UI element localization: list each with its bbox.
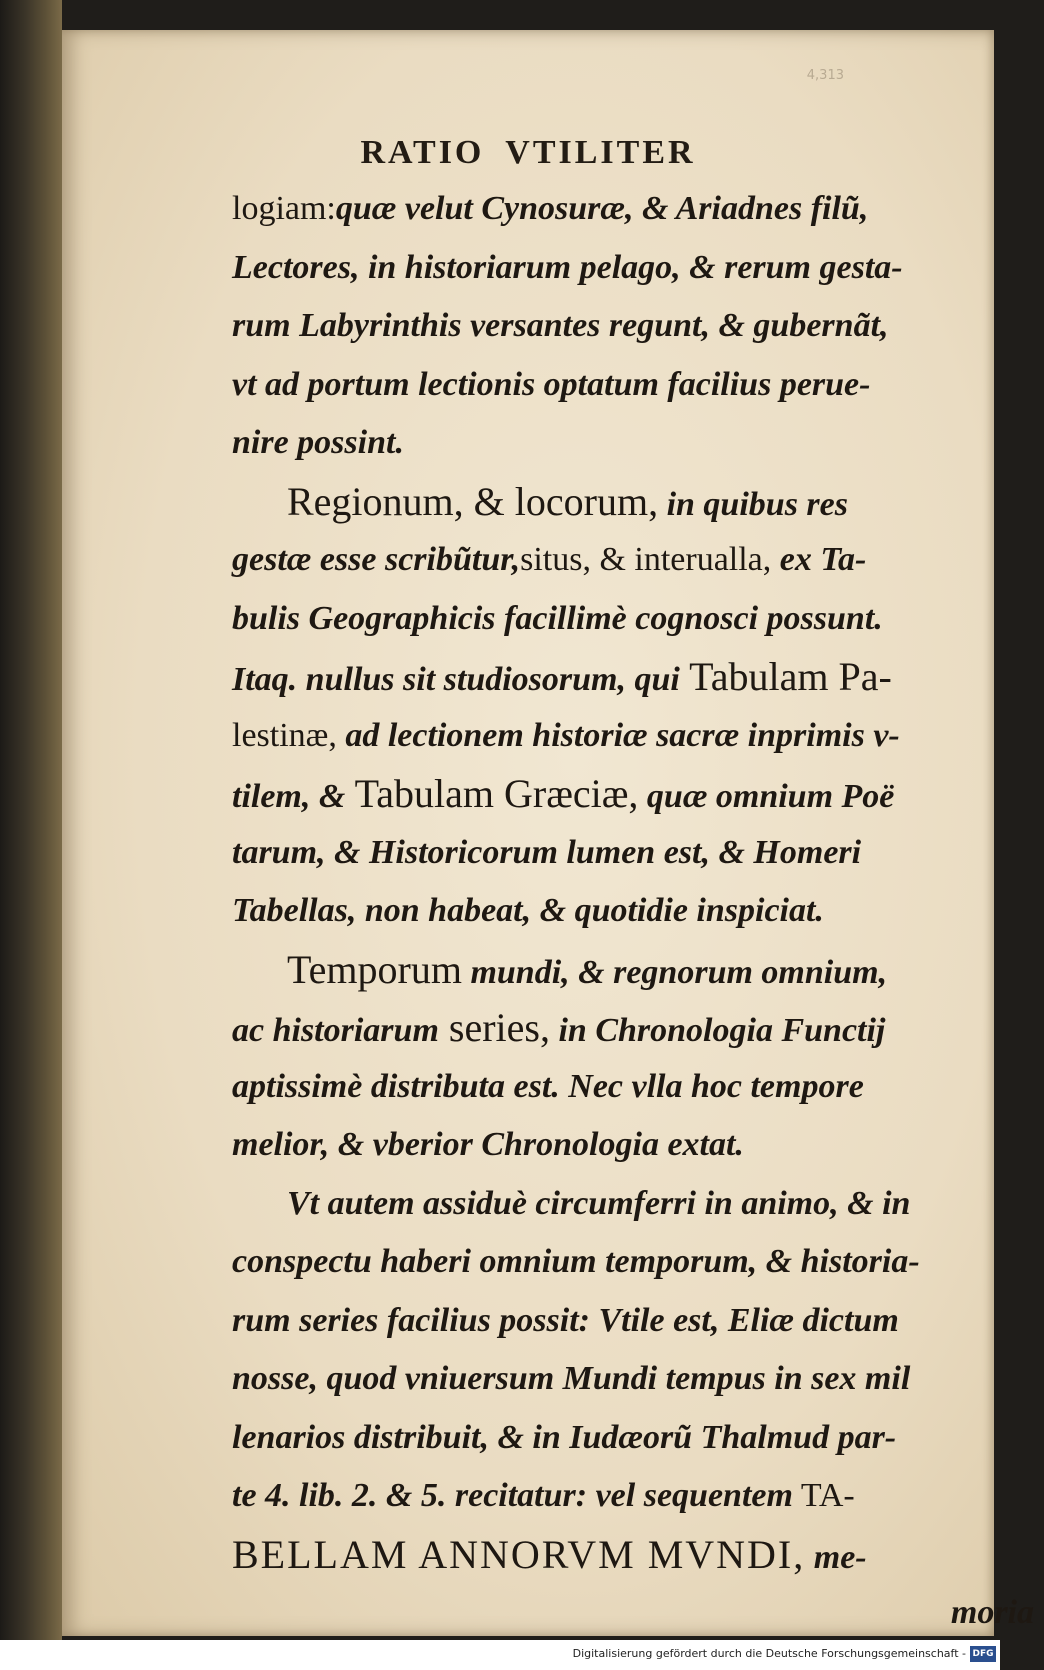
footer-credit: Digitalisierung gefördert durch die Deutsche Forschungsgemeinschaft - bbox=[572, 1647, 966, 1660]
text-line: lestinæ, ad lectionem historiæ sacræ inprimis v- bbox=[232, 716, 900, 754]
digitization-footer bbox=[0, 1640, 1000, 1670]
text-line: melior, & vberior Chronologia extat. bbox=[232, 1126, 744, 1163]
text-line: bulis Geographicis facillimè cognosci possunt. bbox=[232, 599, 883, 637]
catchword: moria bbox=[950, 1594, 1034, 1631]
text-line: rum series facilius possit: Vtile est, Eliæ dictum bbox=[232, 1301, 899, 1339]
text-line: tarum, & Historicorum lumen est, & Homeri bbox=[232, 833, 862, 871]
text-line: BELLAM ANNORVM MVNDI, me- bbox=[232, 1531, 867, 1577]
text-line: tilem, & Tabulam Græciæ, quæ omnium Poë bbox=[232, 771, 895, 816]
text-line: Lectores, in historiarum pelago, & rerum gesta- bbox=[232, 248, 903, 286]
text-line: conspectu haberi omnium temporum, & historia- bbox=[232, 1243, 920, 1280]
text-line: Tabellas, non habeat, & quotidie inspiciat. bbox=[232, 892, 824, 929]
text-line: Temporum mundi, & regnorum omnium, bbox=[287, 946, 888, 992]
dfg-logo-icon: DFG bbox=[970, 1646, 996, 1662]
body-text bbox=[232, 180, 1044, 1643]
text-line: Itaq. nullus sit studiosorum, qui Tabulam Pa- bbox=[232, 654, 892, 699]
running-header: RATIO VTILITER bbox=[360, 134, 696, 171]
text-line: gestæ esse scribũtur,situs, & interualla, ex Ta- bbox=[232, 541, 867, 578]
text-line: te 4. lib. 2. & 5. recitatur: vel sequentem TA- bbox=[232, 1477, 855, 1514]
text-line: nire possint. bbox=[232, 424, 404, 461]
text-line: lenarios distribuit, & in Iudæorũ Thalmud par- bbox=[232, 1418, 897, 1456]
book-page bbox=[62, 30, 1034, 1636]
text-line: aptissimè distributa est. Nec vlla hoc tempore bbox=[232, 1067, 864, 1105]
text-line: Regionum, & locorum, in quibus res bbox=[287, 478, 848, 524]
text-line: ac historiarum series, in Chronologia Functij bbox=[232, 1005, 886, 1050]
text-line: rum Labyrinthis versantes regunt, & gubernãt, bbox=[232, 307, 889, 344]
book-spine bbox=[0, 0, 62, 1640]
text-line: nosse, quod vniuersum Mundi tempus in sex mil bbox=[232, 1360, 911, 1397]
text-line: vt ad portum lectionis optatum facilius perue- bbox=[232, 365, 871, 403]
pencil-mark: 4,313 bbox=[806, 68, 844, 83]
text-line: Vt autem assiduè circumferri in animo, & in bbox=[287, 1184, 911, 1222]
text-line: logiam:quæ velut Cynosuræ, & Ariadnes filũ, bbox=[232, 190, 869, 227]
